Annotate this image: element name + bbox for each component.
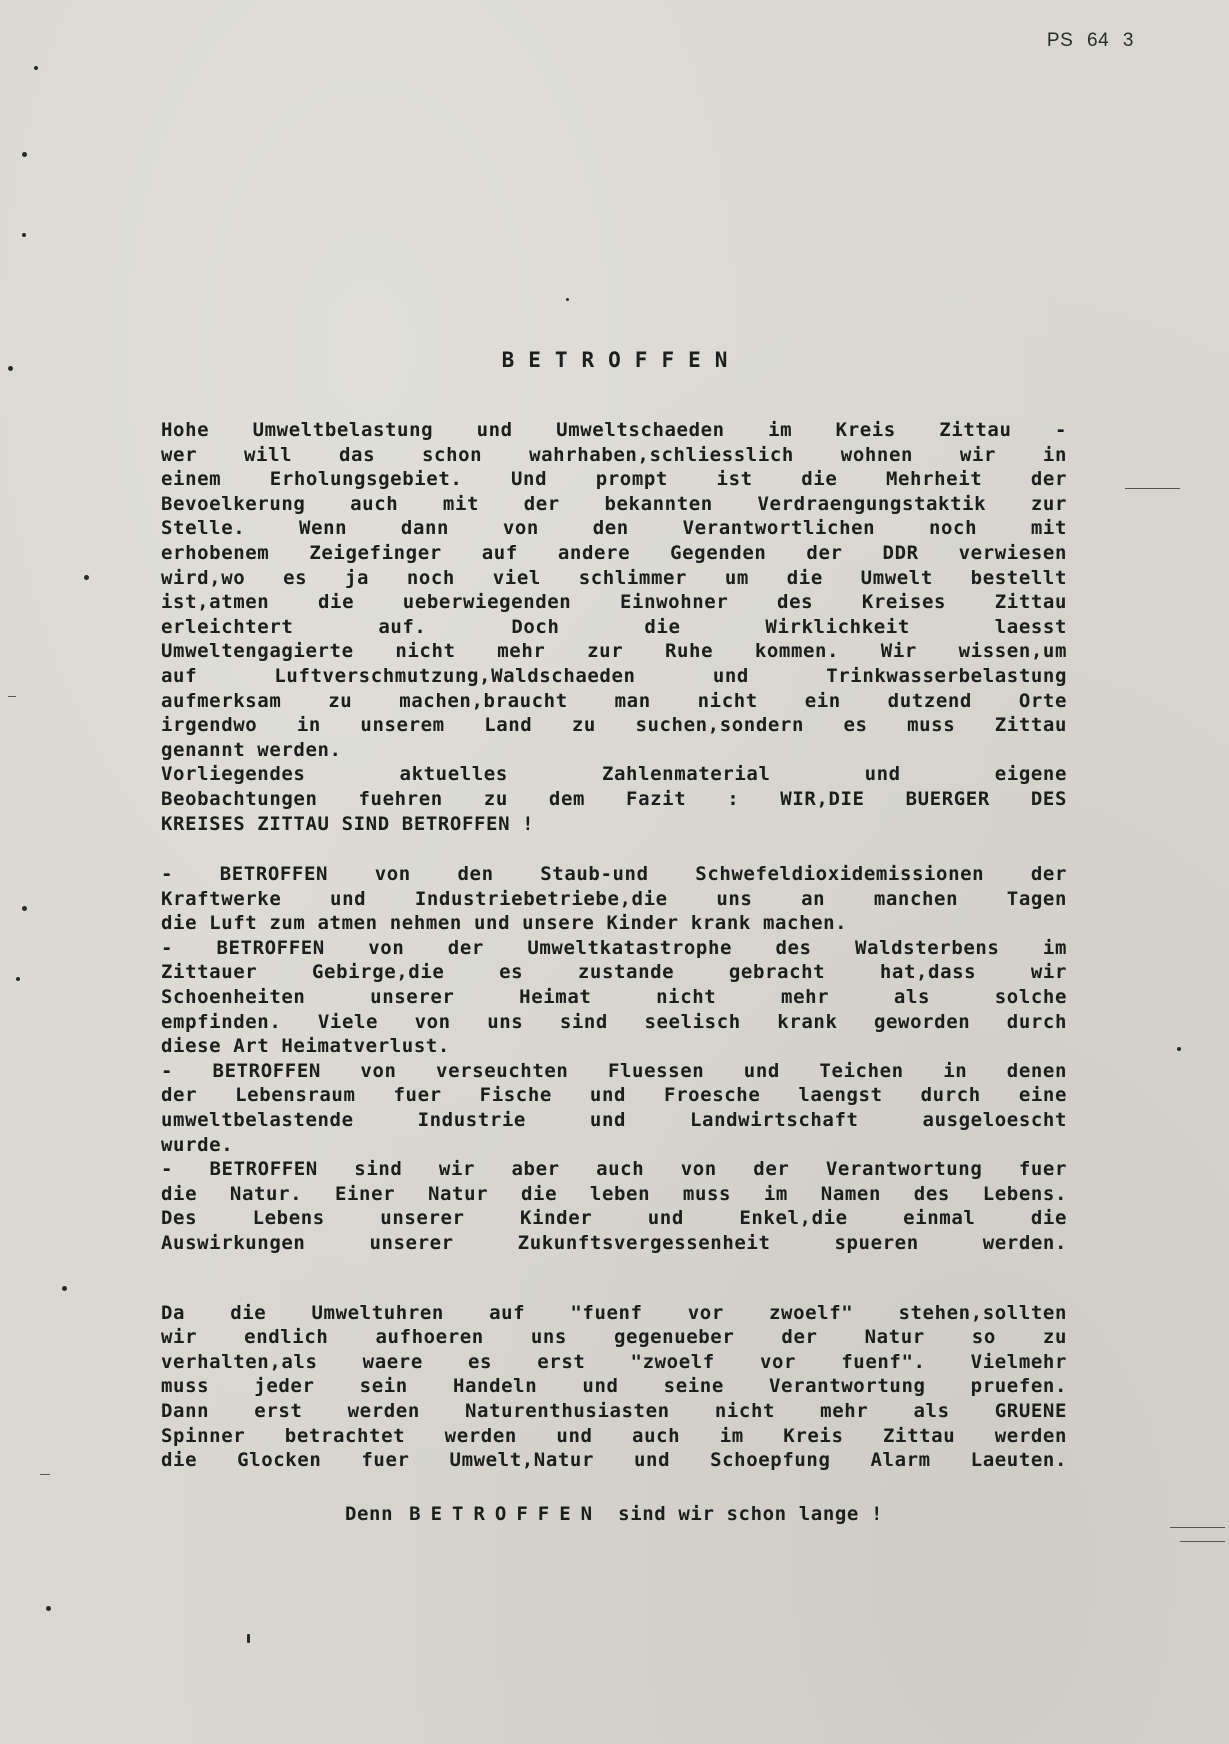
text-line: erleichtert auf. Doch die Wirklichkeit laesst (161, 615, 1067, 638)
intro-paragraph (161, 418, 1067, 836)
margin-speck (16, 977, 20, 981)
text-line: die Glocken fuer Umwelt,Natur und Schoepfung Alarm Laeuten. (161, 1449, 1067, 1472)
text-line: wer will das schon wahrhaben,schliesslich wohnen wir in (161, 443, 1067, 466)
text-line: verhalten,als waere es erst "zwoelf vor fuenf". Vielmehr (161, 1350, 1067, 1373)
text-line: empfinden. Viele von uns sind seelisch krank geworden durch (161, 1010, 1067, 1033)
text-line: einem Erholungsgebiet. Und prompt ist die Mehrheit der (161, 468, 1067, 491)
closing-line (161, 1503, 1067, 1525)
conclusion-paragraph (161, 1301, 1067, 1473)
document-title: BETROFFEN (501, 348, 742, 372)
text-line: wird,wo es ja noch viel schlimmer um die Umwelt bestellt (161, 566, 1067, 589)
margin-speck (1177, 1047, 1181, 1051)
archive-stamp: PS 64 3 (1046, 30, 1134, 51)
margin-mark (8, 696, 16, 697)
closing-prefix: Denn (344, 1502, 394, 1525)
text-line: ist,atmen die ueberwiegenden Einwohner des Kreises Zittau (161, 591, 1067, 614)
text-line: genannt werden. (161, 738, 342, 761)
margin-speck (62, 1286, 67, 1291)
text-line: Da die Umweltuhren auf "fuenf vor zwoelf" stehen,sollten (161, 1301, 1067, 1324)
margin-speck (22, 233, 26, 237)
margin-speck (566, 298, 569, 301)
text-line: Vorliegendes aktuelles Zahlenmaterial und eigene (161, 763, 1067, 786)
text-line: diese Art Heimatverlust. (161, 1035, 450, 1058)
margin-speck (84, 575, 89, 580)
margin-mark (1125, 488, 1180, 489)
text-line: Spinner betrachtet werden und auch im Kreis Zittau werden (161, 1424, 1067, 1447)
text-line: - BETROFFEN von der Umweltkatastrophe des Waldsterbens im (161, 936, 1067, 959)
text-line: Auswirkungen unserer Zukunftsvergessenheit spueren werden. (161, 1232, 1067, 1254)
text-line: umweltbelastende Industrie und Landwirtschaft ausgeloescht (161, 1109, 1067, 1132)
text-line: wir endlich aufhoeren uns gegenueber der Natur so zu (161, 1326, 1067, 1349)
text-line: Des Lebens unserer Kinder und Enkel,die einmal die (161, 1207, 1067, 1230)
text-line: - BETROFFEN von verseuchten Fluessen und Teichen in denen (161, 1059, 1067, 1082)
margin-mark (40, 1474, 50, 1475)
margin-speck (247, 1634, 250, 1643)
margin-speck (22, 906, 27, 911)
closing-suffix: sind wir schon lange ! (618, 1502, 884, 1525)
text-line: Bevoelkerung auch mit der bekannten Verdraengungstaktik zur (161, 492, 1067, 515)
text-line: Dann erst werden Naturenthusiasten nicht mehr als GRUENE (161, 1399, 1067, 1422)
margin-speck (46, 1606, 51, 1611)
betroffen-points (161, 862, 1067, 1256)
text-line: Beobachtungen fuehren zu dem Fazit : WIR,DIE BUERGER DES (161, 787, 1067, 810)
text-line: - BETROFFEN sind wir aber auch von der Verantwortung fuer (161, 1158, 1067, 1181)
text-line: die Luft zum atmen nehmen und unsere Kinder krank machen. (161, 912, 848, 935)
margin-speck (22, 152, 27, 157)
margin-speck (34, 66, 38, 70)
text-line: Umweltengagierte nicht mehr zur Ruhe kommen. Wir wissen,um (161, 640, 1067, 663)
document-body (161, 418, 1067, 1525)
closing-emphasis: BETROFFEN (409, 1502, 603, 1525)
text-line: irgendwo in unserem Land zu suchen,sondern es muss Zittau (161, 714, 1067, 737)
text-line: Schoenheiten unserer Heimat nicht mehr als solche (161, 986, 1067, 1009)
text-line: erhobenem Zeigefinger auf andere Gegenden der DDR verwiesen (161, 541, 1067, 564)
text-line: die Natur. Einer Natur die leben muss im Namen des Lebens. (161, 1182, 1067, 1205)
text-line: Kraftwerke und Industriebetriebe,die uns an manchen Tagen (161, 887, 1067, 910)
text-line: Stelle. Wenn dann von den Verantwortlichen noch mit (161, 517, 1067, 540)
text-line: aufmerksam zu machen,braucht man nicht ein dutzend Orte (161, 689, 1067, 712)
margin-mark (1170, 1527, 1225, 1528)
text-line: Hohe Umweltbelastung und Umweltschaeden im Kreis Zittau - (161, 419, 1067, 441)
text-line: KREISES ZITTAU SIND BETROFFEN ! (161, 812, 535, 835)
text-line: auf Luftverschmutzung,Waldschaeden und Trinkwasserbelastung (161, 664, 1067, 687)
text-line: muss jeder sein Handeln und seine Verantwortung pruefen. (161, 1375, 1067, 1398)
text-line: der Lebensraum fuer Fische und Froesche laengst durch eine (161, 1084, 1067, 1107)
text-line: - BETROFFEN von den Staub-und Schwefeldioxidemissionen der (161, 863, 1067, 886)
margin-speck (8, 366, 13, 371)
text-line: Zittauer Gebirge,die es zustande gebracht hat,dass wir (161, 961, 1067, 984)
margin-mark (1180, 1541, 1225, 1542)
text-line: wurde. (161, 1133, 234, 1156)
